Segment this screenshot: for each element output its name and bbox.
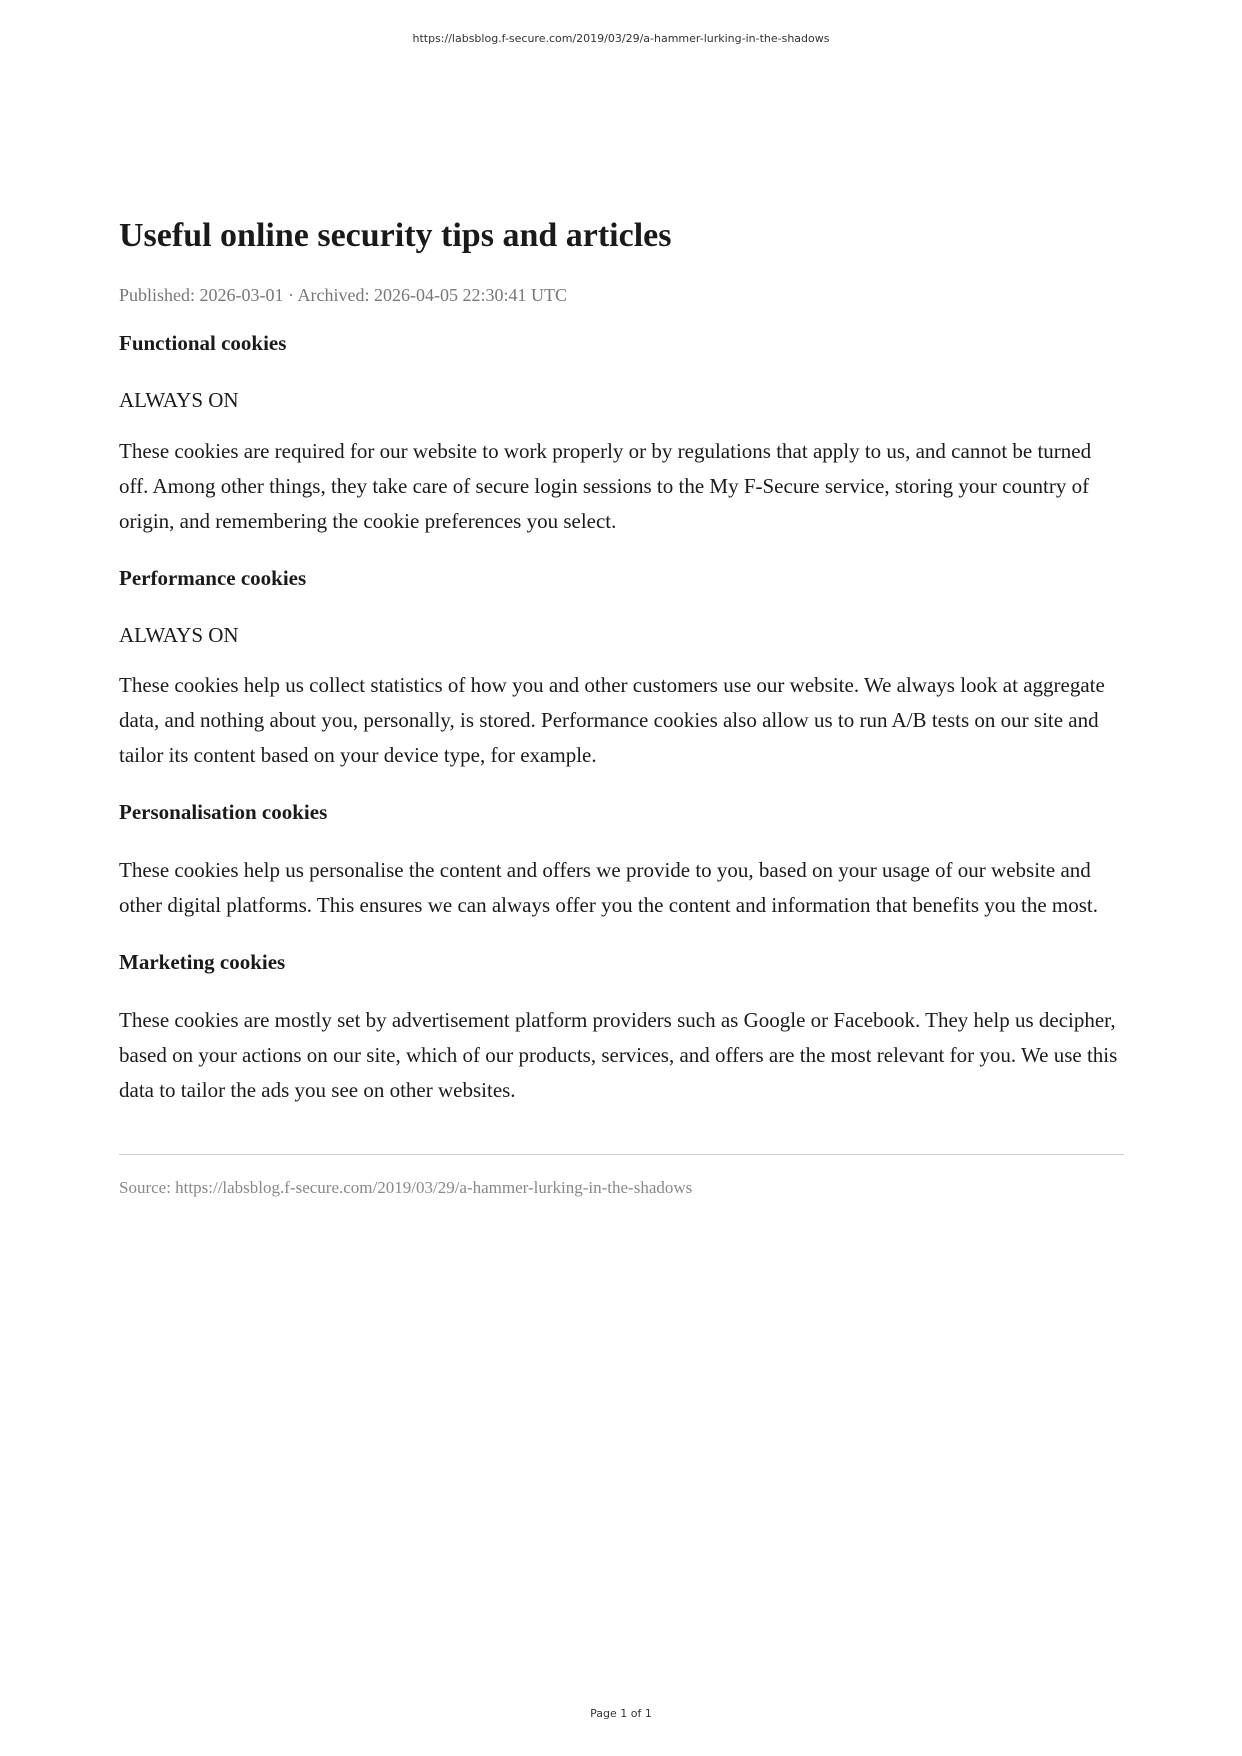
article-meta: Published: 2026-03-01 · Archived: 2026-04-05 22:30:41 UTC [119, 285, 567, 305]
status-always-on-functional: ALWAYS ON [119, 388, 239, 412]
section-heading-performance: Performance cookies [119, 566, 307, 590]
section-text-marketing: These cookies are mostly set by advertisement platform providers such as Google or Facebook. They help us decipher, based on your actions on our site, which of our products, services, and offers are the most relevant for you. We use this data to tailor the ads you see on other websites. [119, 1008, 1118, 1102]
section-heading-marketing: Marketing cookies [119, 950, 286, 974]
status-always-on-performance: ALWAYS ON [119, 623, 239, 647]
divider [119, 1154, 1124, 1155]
section-text-performance: These cookies help us collect statistics of how you and other customers use our website. We always look at aggregate data, and nothing about you, personally, is stored. Performance cookies also allow us to run A/B tests on our site and tailor its content based on your device type, for example. [119, 673, 1105, 767]
section-text-functional: These cookies are required for our website to work properly or by regulations that apply to us, and cannot be turned off. Among other things, they take care of secure login sessions to the My F-Secure service, storing your country of origin, and remembering the cookie preferences you select. [119, 439, 1092, 533]
article-content [119, 212, 1124, 1200]
section-text-personalisation: These cookies help us personalise the content and offers we provide to you, based on your usage of our website and other digital platforms. This ensures we can always offer you the content and information that benefits you the most. [119, 858, 1098, 917]
header-url: https://labsblog.f-secure.com/2019/03/29/a-hammer-lurking-in-the-shadows [412, 32, 830, 45]
section-heading-functional: Functional cookies [119, 331, 287, 355]
page-number: Page 1 of 1 [590, 1707, 652, 1720]
source-link[interactable]: Source: https://labsblog.f-secure.com/2019/03/29/a-hammer-lurking-in-the-shadows [119, 1178, 693, 1197]
section-heading-personalisation: Personalisation cookies [119, 800, 328, 824]
article-title: Useful online security tips and articles [119, 217, 672, 254]
